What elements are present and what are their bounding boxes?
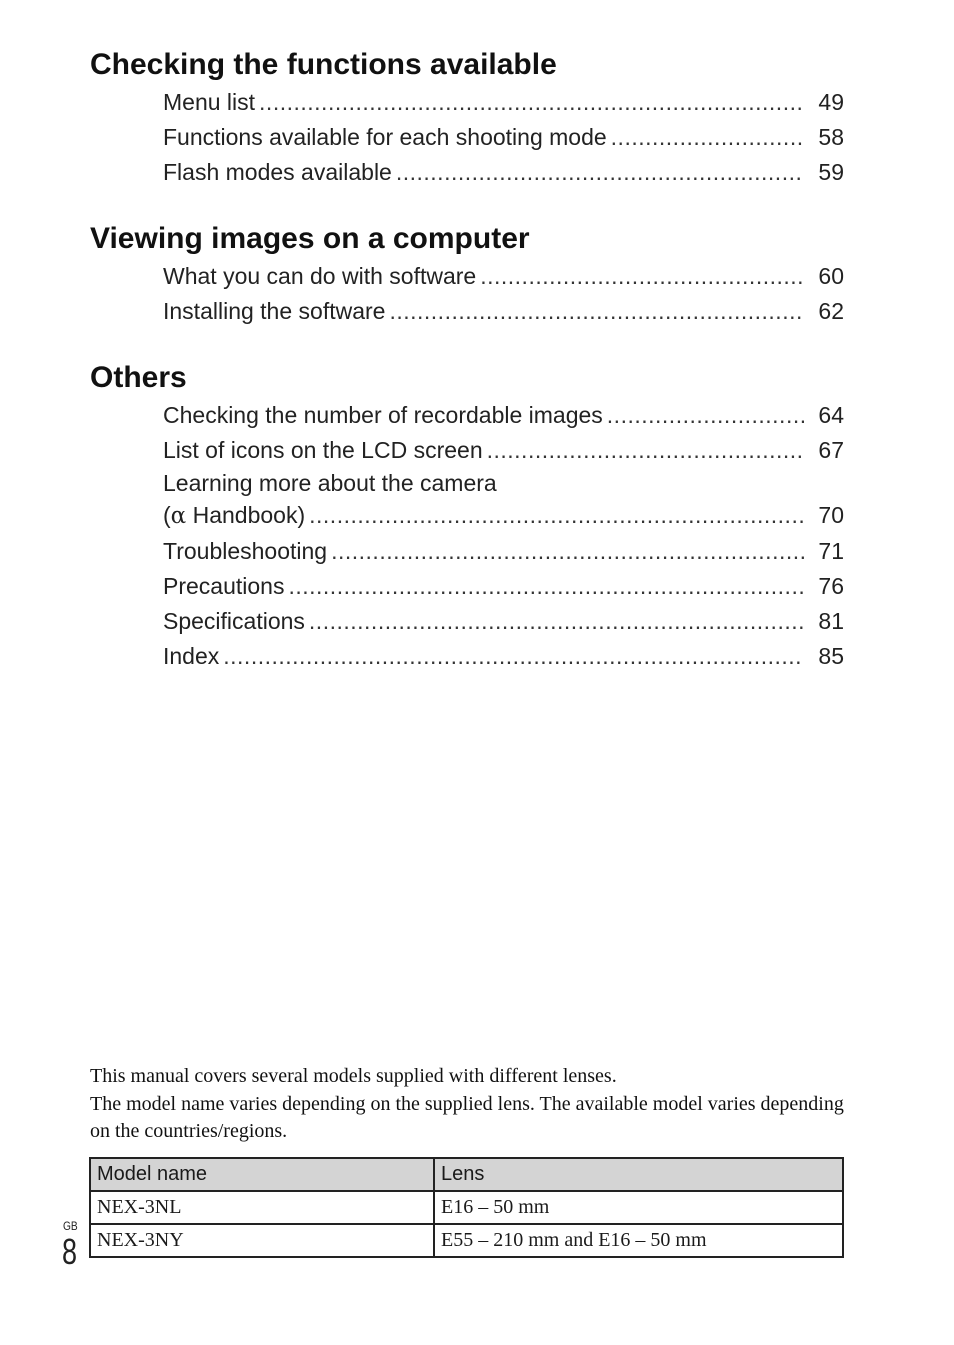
section-title: Checking the functions available [90,48,557,81]
toc-label: Learning more about the camera [163,470,497,496]
cell-lens: E16 – 50 mm [434,1191,843,1224]
leader-dots [389,294,804,329]
toc-label: Specifications [163,608,305,634]
toc-page-number: 49 [818,89,844,115]
leader-dots [607,398,804,433]
handbook-text: Handbook) [186,502,306,528]
toc-list [90,85,844,190]
leader-dots [288,569,804,604]
toc-label: Installing the software [163,298,386,324]
toc-page-number: 59 [818,159,844,185]
toc-section-computer [90,221,844,329]
leader-dots [223,639,804,674]
leader-dots [480,259,804,294]
toc-page-number: 85 [818,643,844,669]
note-line: The model name varies depending on the supplied lens. The available model varies depending on the countries/regions. [90,1092,844,1142]
toc-label: Flash modes available [163,159,392,185]
toc-page-number: 81 [818,608,844,634]
toc-item-recordable-images[interactable] [163,398,844,433]
leader-dots [487,433,804,468]
language-code: GB [63,1219,78,1233]
leader-dots [396,155,804,190]
leader-dots [331,534,804,569]
toc-section-functions [90,47,844,190]
toc-label: Precautions [163,573,285,599]
toc-item-troubleshooting[interactable] [163,534,844,569]
toc-label: What you can do with software [163,263,477,289]
toc-label: Index [163,643,220,669]
toc-page-number: 70 [818,502,844,528]
toc-item-flash-modes[interactable] [163,155,844,190]
model-table [89,1157,844,1258]
page-number: 8 [62,1231,78,1272]
note-line: This manual covers several models supplied with different lenses. [90,1065,617,1087]
toc-item-handbook[interactable] [163,468,844,534]
toc-label: Functions available for each shooting mode [163,124,607,150]
toc-item-precautions[interactable] [163,569,844,604]
leader-dots [259,85,804,120]
leader-dots [611,120,804,155]
toc-item-lcd-icons[interactable] [163,433,844,468]
toc-item-functions-by-mode[interactable] [163,120,844,155]
toc-list [90,259,844,329]
toc-list [90,398,844,674]
cell-lens: E55 – 210 mm and E16 – 50 mm [434,1224,843,1257]
table-row [90,1191,843,1224]
alpha-symbol: α [170,503,187,529]
toc-item-menu-list[interactable] [163,85,844,120]
toc-label: Menu list [163,89,256,115]
toc-label: List of icons on the LCD screen [163,437,483,463]
toc-page-number: 58 [818,124,844,150]
section-title: Others [90,361,187,394]
toc-section-others [90,360,844,674]
header-model-name: Model name [90,1158,434,1191]
toc-page-number: 76 [818,573,844,599]
toc-page-number: 62 [818,298,844,324]
toc-label: Checking the number of recordable images [163,402,603,428]
toc-label: Troubleshooting [163,538,328,564]
toc-item-specifications[interactable] [163,604,844,639]
toc-page-number: 71 [818,538,844,564]
table-header-row [90,1158,843,1191]
leader-dots [309,498,804,533]
toc-item-installing-software[interactable] [163,294,844,329]
toc-page-number: 64 [818,402,844,428]
toc-row [163,498,844,534]
cell-model: NEX-3NY [90,1224,434,1257]
model-notes [90,1063,850,1146]
leader-dots [309,604,804,639]
toc-page-number: 60 [818,263,844,289]
toc-item-index[interactable] [163,639,844,674]
table-row [90,1224,843,1257]
cell-model: NEX-3NL [90,1191,434,1224]
toc-label-line2: (α Handbook) [163,502,306,529]
toc-page-number: 67 [818,437,844,463]
header-lens: Lens [434,1158,843,1191]
toc-item-software-uses[interactable] [163,259,844,294]
section-title: Viewing images on a computer [90,222,530,255]
